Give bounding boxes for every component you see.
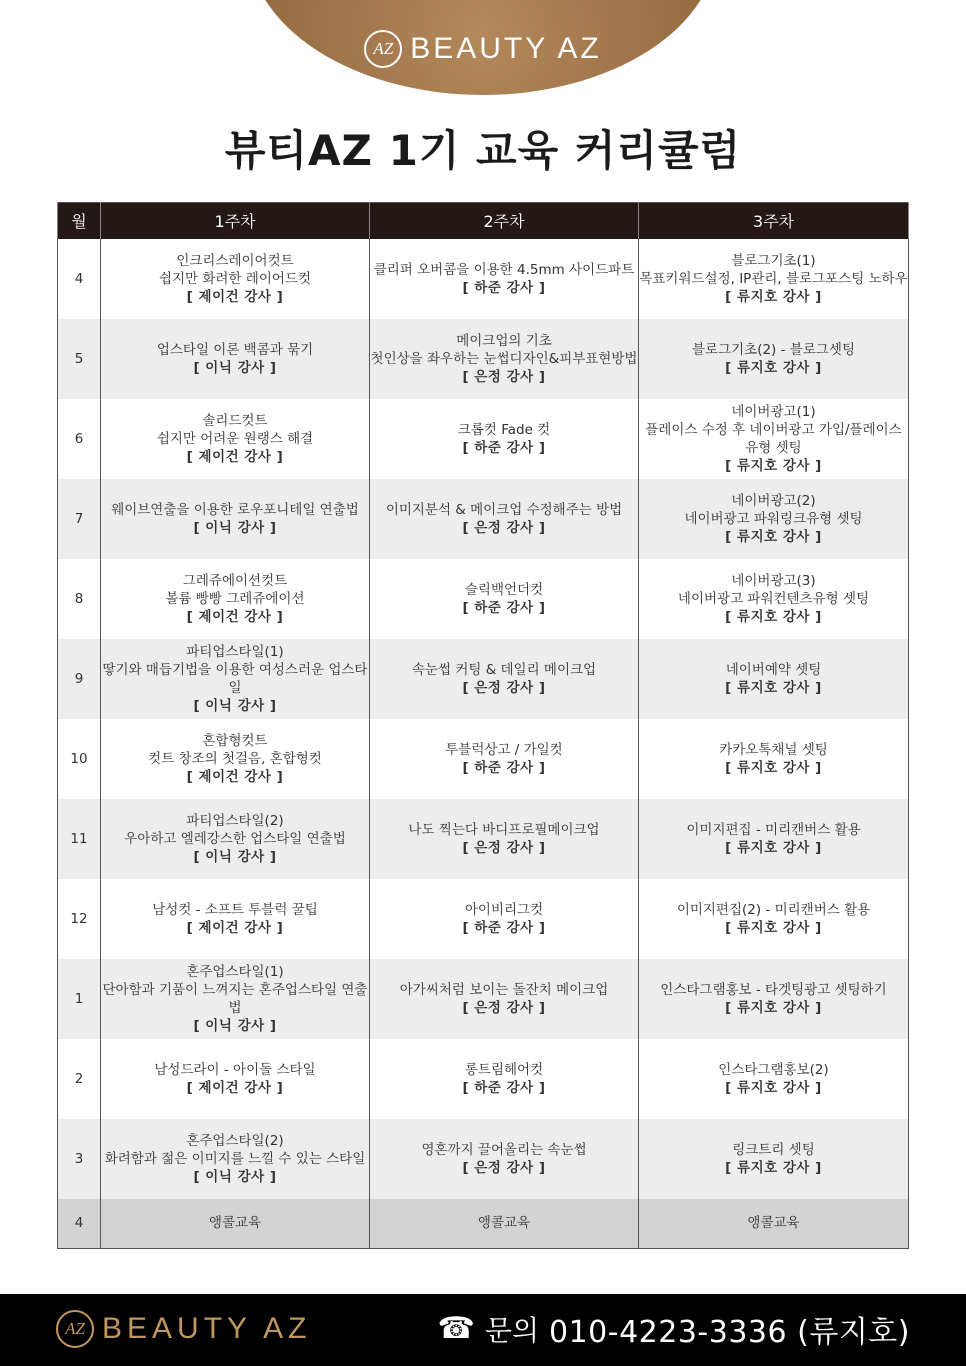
lesson-topic: 카카오톡채널 셋팅 [719,741,828,758]
instructor-name: [ 제이건 강사 ] [186,448,284,465]
week-1-cell [101,559,370,639]
lesson-topic: 혼주업스타일(2) [186,1132,284,1149]
instructor-name: [ 제이건 강사 ] [186,768,284,785]
instructor-name: [ 제이건 강사 ] [186,919,284,936]
week-3-cell [639,639,909,719]
header-week-3: 3주차 [639,203,909,239]
week-2-cell [370,319,639,399]
table-header-row [58,203,909,239]
contact-info [438,1308,910,1350]
instructor-name: [ 은정 강사 ] [462,839,546,856]
instructor-name: [ 하준 강사 ] [462,599,546,616]
instructor-name: [ 하준 강사 ] [462,919,546,936]
lesson-topic: 단아함과 기품이 느껴지는 혼주업스타일 연출법 [102,981,368,1016]
lesson-topic: 앵콜교육 [208,1215,262,1232]
page-title: 뷰티AZ 1기 교육 커리큘럼 [224,126,742,175]
table-row [58,639,909,719]
instructor-name: [ 류지호 강사 ] [725,1159,822,1176]
brand-name: BEAUTY AZ [410,32,602,65]
lesson-topic: 네이버광고(2) [731,492,816,509]
instructor-name: [ 류지호 강사 ] [725,528,822,545]
table-row [58,479,909,559]
table-row [58,1199,909,1249]
week-1-cell [101,1119,370,1199]
week-3-cell [639,399,909,479]
week-2-cell [370,639,639,719]
lesson-topic: 크롭컷 Fade 컷 [457,421,551,438]
footer-logo [56,1308,312,1350]
lesson-topic: 볼륨 빵빵 그레쥬에이션 [165,590,305,607]
instructor-name: [ 하준 강사 ] [462,279,546,296]
az-logo-icon: AZ [56,1310,94,1348]
lesson-topic: 블로그기초(2) - 블로그셋팅 [692,341,855,358]
week-3-cell [639,1119,909,1199]
lesson-topic: 네이버광고(3) [731,572,816,589]
week-3-cell [639,559,909,639]
lesson-topic: 파티업스타일(2) [186,812,284,829]
week-1-cell [101,319,370,399]
instructor-name: [ 이닉 강사 ] [193,1017,277,1034]
month-cell: 7 [58,479,101,559]
lesson-topic: 앵콜교육 [477,1215,531,1232]
lesson-topic: 메이크업의 기초 [456,332,552,349]
week-2-cell [370,479,639,559]
week-3-cell [639,479,909,559]
instructor-name: [ 하준 강사 ] [462,439,546,456]
instructor-name: [ 하준 강사 ] [462,1079,546,1096]
lesson-topic: 파티업스타일(1) [186,643,284,660]
week-1-cell [101,479,370,559]
lesson-topic: 블로그기초(1) [731,252,816,269]
phone-icon: ☎ [437,1311,475,1346]
lesson-topic: 롱트림헤어컷 [464,1061,544,1078]
footer-brand-name: BEAUTY AZ [102,1312,312,1345]
instructor-name: [ 류지호 강사 ] [725,759,822,776]
lesson-topic: 네이버광고 파워링크유형 셋팅 [684,510,863,527]
contact-number[interactable]: 010-4223-3336 (류지호) [549,1315,910,1350]
lesson-topic: 땋기와 매듭기법을 이용한 여성스러운 업스타일 [102,661,368,696]
lesson-topic: 첫인상을 좌우하는 눈썹디자인&피부표현방법 [370,350,638,367]
instructor-name: [ 이닉 강사 ] [193,359,277,376]
month-cell: 5 [58,319,101,399]
week-3-cell [639,1199,909,1249]
week-1-cell [101,1039,370,1119]
lesson-topic: 앵콜교육 [747,1215,800,1232]
lesson-topic: 목표키워드설정, IP관리, 블로그포스팅 노하우 [639,270,908,287]
lesson-topic: 혼합형컷트 [202,732,268,749]
lesson-topic: 투블럭상고 / 가일컷 [445,741,563,758]
lesson-topic: 나도 찍는다 바디프로필메이크업 [408,821,600,838]
lesson-topic: 솔리드컷트 [202,412,268,429]
week-2-cell [370,1199,639,1249]
month-cell: 9 [58,639,101,719]
contact-label: 문의 [484,1314,539,1347]
instructor-name: [ 류지호 강사 ] [725,288,822,305]
footer-bar [0,1294,966,1366]
week-3-cell [639,239,909,319]
top-logo [0,24,966,74]
instructor-name: [ 이닉 강사 ] [193,848,277,865]
lesson-topic: 이미지편집 - 미리캔버스 활용 [686,821,861,838]
week-2-cell [370,879,639,959]
instructor-name: [ 류지호 강사 ] [725,919,822,936]
lesson-topic: 이미지분석 & 메이크업 수정해주는 방법 [385,501,623,518]
month-cell: 4 [58,239,101,319]
lesson-topic: 웨이브연출을 이용한 로우포니테일 연출법 [111,501,359,518]
curriculum-table [57,202,909,1249]
lesson-topic: 그레쥬에이션컷트 [182,572,288,589]
week-2-cell [370,1039,639,1119]
instructor-name: [ 류지호 강사 ] [725,359,822,376]
instructor-name: [ 은정 강사 ] [462,519,546,536]
lesson-topic: 영혼까지 끌어올리는 속눈썹 [421,1141,587,1158]
instructor-name: [ 은정 강사 ] [462,679,546,696]
week-1-cell [101,639,370,719]
instructor-name: [ 제이건 강사 ] [186,1079,284,1096]
month-cell: 4 [58,1199,101,1249]
week-2-cell [370,399,639,479]
month-cell: 2 [58,1039,101,1119]
month-cell: 3 [58,1119,101,1199]
week-3-cell [639,719,909,799]
lesson-topic: 슬릭백언더컷 [464,581,544,598]
instructor-name: [ 류지호 강사 ] [725,608,822,625]
table-row [58,879,909,959]
week-1-cell [101,239,370,319]
week-1-cell [101,1199,370,1249]
instructor-name: [ 은정 강사 ] [462,368,546,385]
lesson-topic: 쉽지만 화려한 레이어드컷 [158,270,312,287]
lesson-topic: 업스타일 이론 백콤과 묶기 [156,341,314,358]
month-cell: 11 [58,799,101,879]
month-cell: 8 [58,559,101,639]
week-1-cell [101,799,370,879]
instructor-name: [ 류지호 강사 ] [725,457,822,474]
week-2-cell [370,959,639,1039]
month-cell: 10 [58,719,101,799]
instructor-name: [ 하준 강사 ] [462,759,546,776]
instructor-name: [ 류지호 강사 ] [725,999,822,1016]
lesson-topic: 인스타그램홍보(2) [718,1061,829,1078]
table-row [58,719,909,799]
week-2-cell [370,1119,639,1199]
table-row [58,959,909,1039]
lesson-topic: 네이버광고(1) [731,403,816,420]
month-cell: 1 [58,959,101,1039]
week-1-cell [101,399,370,479]
month-cell: 12 [58,879,101,959]
instructor-name: [ 은정 강사 ] [462,999,546,1016]
instructor-name: [ 제이건 강사 ] [186,608,284,625]
table-row [58,319,909,399]
lesson-topic: 컷트 창조의 첫걸음, 혼합형컷 [148,750,322,767]
lesson-topic: 우아하고 엘레강스한 업스타일 연출법 [124,830,346,847]
lesson-topic: 남성컷 - 소프트 투블럭 꿀팁 [152,901,318,918]
lesson-topic: 쉽지만 어려운 원랭스 해결 [156,430,314,447]
table-row [58,1119,909,1199]
week-3-cell [639,879,909,959]
week-3-cell [639,959,909,1039]
instructor-name: [ 류지호 강사 ] [725,1079,822,1096]
header-week-1: 1주차 [101,203,370,239]
week-1-cell [101,719,370,799]
week-1-cell [101,879,370,959]
week-3-cell [639,319,909,399]
header-week-2: 2주차 [370,203,639,239]
week-2-cell [370,799,639,879]
lesson-topic: 링크트리 셋팅 [732,1141,815,1158]
lesson-topic: 클리퍼 오버콤을 이용한 4.5mm 사이드파트 [373,261,635,278]
lesson-topic: 화려함과 젊은 이미지를 느낄 수 있는 스타일 [104,1150,366,1167]
lesson-topic: 플레이스 수정 후 네이버광고 가입/플레이스유형 셋팅 [645,421,902,456]
week-2-cell [370,559,639,639]
instructor-name: [ 이닉 강사 ] [193,697,277,714]
table-row [58,239,909,319]
week-3-cell [639,1039,909,1119]
instructor-name: [ 이닉 강사 ] [193,519,277,536]
week-1-cell [101,959,370,1039]
lesson-topic: 아가씨처럼 보이는 돌잔치 메이크업 [399,981,609,998]
instructor-name: [ 류지호 강사 ] [725,839,822,856]
week-3-cell [639,799,909,879]
lesson-topic: 남성드라이 - 아이돌 스타일 [154,1061,316,1078]
table-row [58,799,909,879]
week-2-cell [370,719,639,799]
table-row [58,559,909,639]
header-month: 월 [58,203,101,239]
instructor-name: [ 류지호 강사 ] [725,679,822,696]
lesson-topic: 네이버예약 셋팅 [725,661,822,678]
lesson-topic: 혼주업스타일(1) [186,963,284,980]
instructor-name: [ 제이건 강사 ] [186,288,284,305]
instructor-name: [ 이닉 강사 ] [193,1168,277,1185]
lesson-topic: 아이비리그컷 [464,901,544,918]
lesson-topic: 이미지편집(2) - 미리캔버스 활용 [676,901,871,918]
week-2-cell [370,239,639,319]
az-logo-icon: AZ [364,30,402,68]
month-cell: 6 [58,399,101,479]
instructor-name: [ 은정 강사 ] [462,1159,546,1176]
lesson-topic: 인크리스레이어컷트 [176,252,294,269]
lesson-topic: 인스타그램홍보 - 타겟팅광고 셋팅하기 [660,981,887,998]
table-row [58,399,909,479]
lesson-topic: 네이버광고 파워컨텐츠유형 셋팅 [677,590,870,607]
table-row [58,1039,909,1119]
lesson-topic: 속눈썹 커팅 & 데일리 메이크업 [411,661,597,678]
